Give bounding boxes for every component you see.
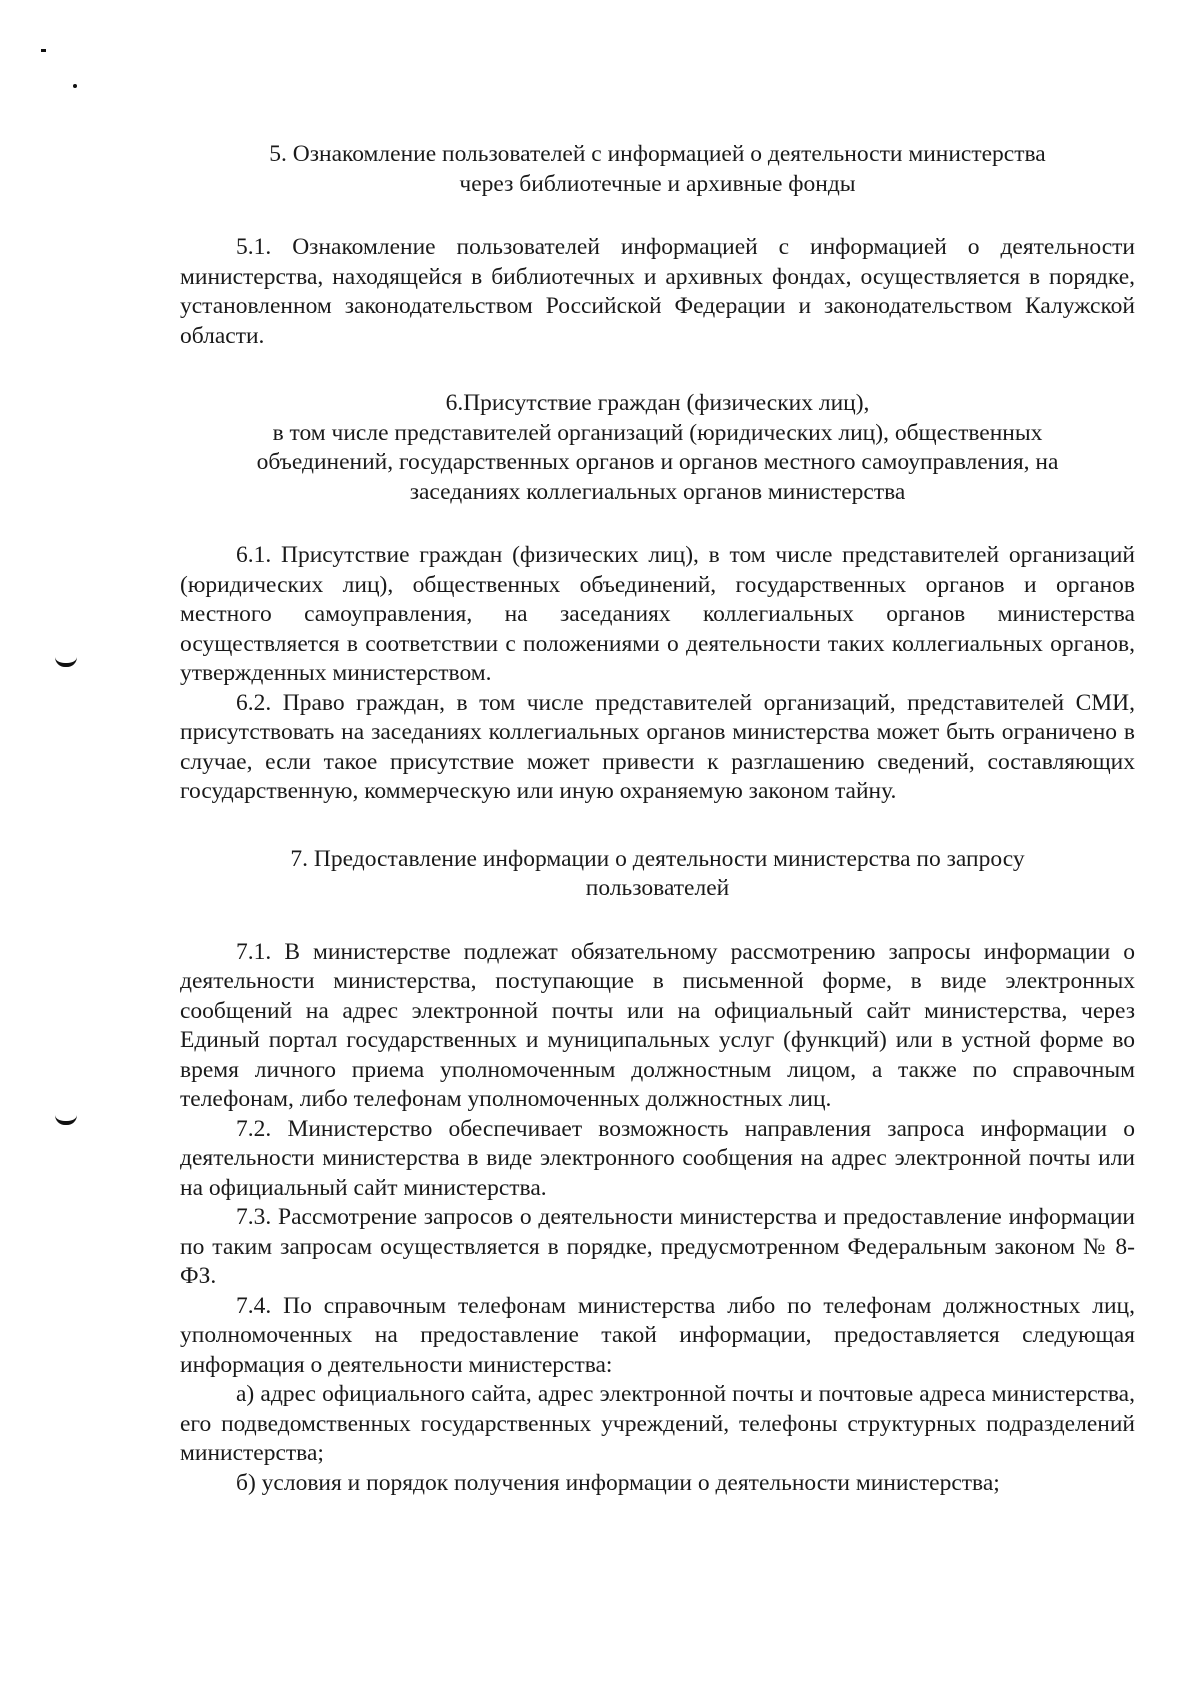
binding-hole-mark (55, 657, 77, 667)
section-heading-6 (180, 389, 1135, 507)
section-heading-7 (180, 845, 1135, 904)
document-body (180, 140, 1135, 1498)
heading-line: 6.Присутствие граждан (физических лиц), (445, 390, 870, 416)
paragraph-7-1: 7.1. В министерстве подлежат обязательному рассмотрению запросы информации о деятельности министерства, поступающие в письменной форме, в виде электронных сообщений на адрес электронной почты или на официальный сайт министерства, через Единый портал государственных и муниципальных услуг (функций) или в устной форме во время личного приема уполномоченным должностным лицом, а также по справочным телефонам, либо телефонам уполномоченных должностных лиц. (180, 938, 1135, 1112)
heading-line: объединений, государственных органов и органов местного самоуправления, на (256, 449, 1059, 475)
heading-line: через библиотечные и архивные фонды (459, 170, 856, 197)
paragraph-7-2: 7.2. Министерство обеспечивает возможность направления запроса информации о деятельности министерства в виде электронного сообщения на адрес электронной почты или на официальный сайт министерства. (180, 1115, 1135, 1201)
paragraph-7-4: 7.4. По справочным телефонам министерства либо по телефонам должностных лиц, уполномоченных на предоставление такой информации, предоставляется следующая информация о деятельности министерства: (180, 1292, 1135, 1378)
binding-hole-mark (55, 1115, 77, 1125)
list-item-a: а) адрес официального сайта, адрес электронной почты и почтовые адреса министерства, его подведомственных государственных учреждений, телефоны структурных подразделений министерства; (180, 1381, 1135, 1466)
list-item-b: б) условия и порядок получения информации о деятельности министерства; (236, 1469, 1000, 1496)
paragraph-7-3: 7.3. Рассмотрение запросов о деятельности министерства и предоставление информации по таким запросам осуществляется в порядке, предусмотренном Федеральным законом № 8-ФЗ. (180, 1204, 1135, 1289)
heading-line: пользователей (585, 875, 730, 901)
scan-speck (73, 84, 77, 88)
heading-line: 5. Ознакомление пользователей с информацией о деятельности министерства (269, 141, 1046, 167)
heading-line: 7. Предоставление информации о деятельности министерства по запросу (290, 845, 1025, 872)
section-heading-5 (180, 140, 1135, 199)
heading-line: в том числе представителей организаций (юридических лиц), общественных (272, 419, 1043, 446)
scan-speck (41, 49, 46, 52)
paragraph-6-1: 6.1. Присутствие граждан (физических лиц), в том числе представителей организаций (юридических лиц), общественных объединений, государственных органов и органов местного самоуправления, на заседаниях коллегиальных органов министерства осуществляется в соответствии с положениями о деятельности таких коллегиальных органов, утвержденных министерством. (180, 542, 1135, 686)
paragraph-5-1: 5.1. Ознакомление пользователей информацией с информацией о деятельности министерства, находящейся в библиотечных и архивных фондах, осуществляется в порядке, установленном законодательством Российской Федерации и законодательством Калужской области. (180, 234, 1135, 349)
heading-line: заседаниях коллегиальных органов министерства (409, 478, 906, 505)
paragraph-6-2: 6.2. Право граждан, в том числе представителей организаций, представителей СМИ, присутствовать на заседаниях коллегиальных органов министерства может быть ограничено в случае, если такое присутствие может привести к разглашению сведений, составляющих государственную, коммерческую или иную охраняемую законом тайну. (180, 689, 1135, 804)
